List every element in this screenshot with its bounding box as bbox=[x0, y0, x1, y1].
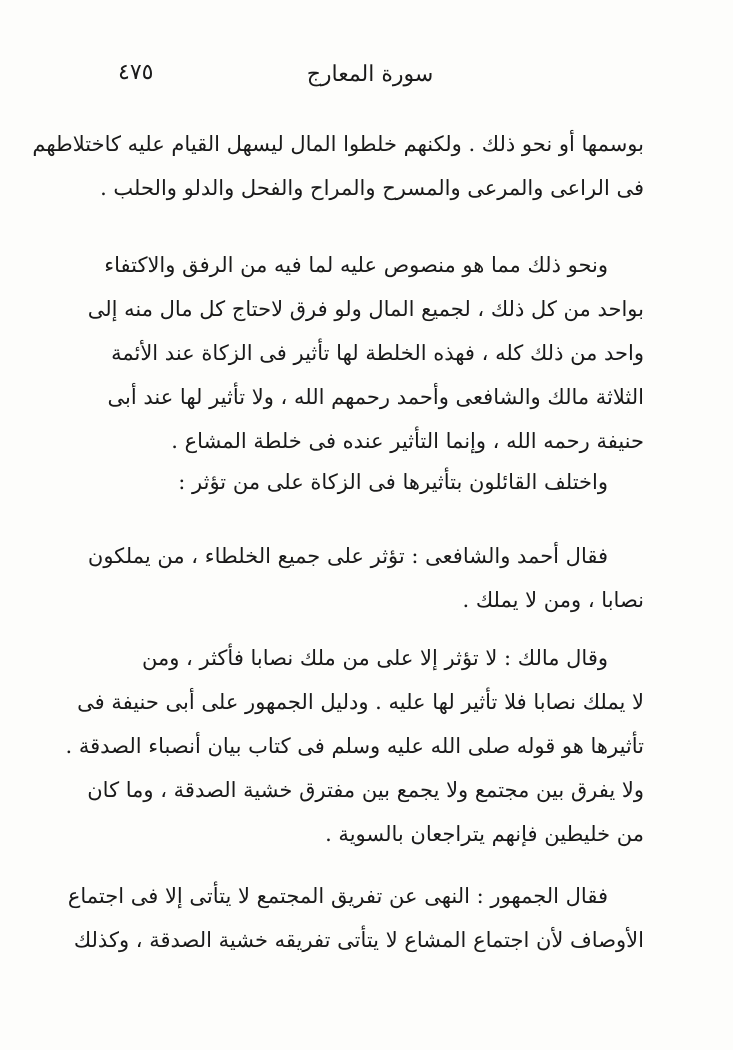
text-line: الثلاثة مالك والشافعى وأحمد رحمهم الله ، ولا تأثير لها عند أبى bbox=[107, 385, 644, 409]
text-line: ولا يفرق بين مجتمع ولا يجمع بين مفترق خشية الصدقة ، وما كان bbox=[87, 778, 644, 802]
text-line: نصابا ، ومن لا يملك . bbox=[462, 588, 644, 612]
text-line: ونحو ذلك مما هو منصوص عليه لما فيه من الرفق والاكتفاء bbox=[104, 253, 608, 277]
paragraph-5 bbox=[65, 636, 644, 856]
page-number: ٤٧٥ bbox=[118, 60, 154, 85]
text-line: وقال مالك : لا تؤثر إلا على من ملك نصابا فأكثر ، ومن bbox=[142, 646, 608, 670]
paragraph-6 bbox=[67, 874, 644, 962]
text-line: لا يملك نصابا فلا تأثير لها عليه . ودليل الجمهور على أبى حنيفة فى bbox=[77, 690, 644, 714]
text-line: حنيفة رحمه الله ، وإنما التأثير عنده فى خلطة المشاع . bbox=[171, 429, 644, 453]
page-header bbox=[100, 56, 640, 96]
text-line: فى الراعى والمرعى والمسرح والمراح والفحل والدلو والحلب . bbox=[100, 176, 644, 200]
paragraph-3 bbox=[100, 460, 644, 504]
text-line: الأوصاف لأن اجتماع المشاع لا يتأتى تفريقه خشية الصدقة ، وكذلك bbox=[73, 928, 644, 952]
text-line: واختلف القائلون بتأثيرها فى الزكاة على من تؤثر : bbox=[178, 470, 608, 494]
running-title: سورة المعارج bbox=[306, 62, 434, 87]
text-line: من خليطين فإنهم يتراجعان بالسوية . bbox=[325, 822, 644, 846]
text-line: واحد من ذلك كله ، فهذه الخلطة لها تأثير فى الزكاة عند الأئمة bbox=[111, 341, 644, 365]
paragraph-4 bbox=[87, 534, 644, 622]
paragraph-1 bbox=[32, 122, 644, 210]
text-line: بوسمها أو نحو ذلك . ولكنهم خلطوا المال ليسهل القيام عليه كاختلاطهم bbox=[32, 132, 644, 156]
text-line: بواحد من كل ذلك ، لجميع المال ولو فرق لاحتاج كل مال منه إلى bbox=[87, 297, 644, 321]
text-line: فقال الجمهور : النهى عن تفريق المجتمع لا يتأتى إلا فى اجتماع bbox=[67, 884, 608, 908]
text-line: تأثيرها هو قوله صلى الله عليه وسلم فى كتاب بيان أنصباء الصدقة . bbox=[65, 734, 644, 758]
paragraph-2 bbox=[87, 243, 644, 463]
text-line: فقال أحمد والشافعى : تؤثر على جميع الخلطاء ، من يملكون bbox=[87, 544, 608, 568]
